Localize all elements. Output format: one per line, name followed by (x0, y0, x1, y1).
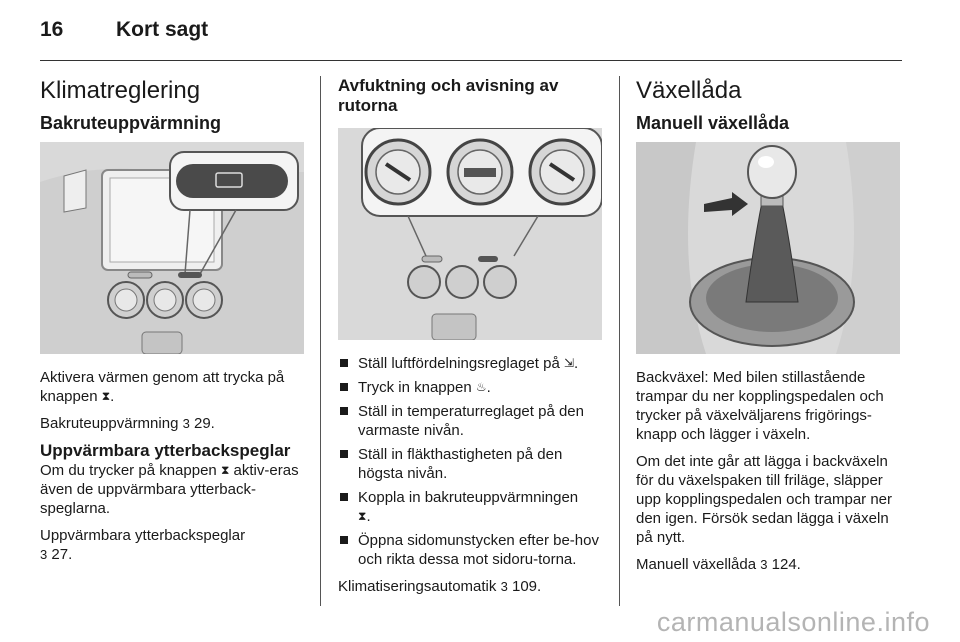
illustration-climate-knobs (338, 128, 602, 340)
paragraph-ref-auto-climate: Klimatiseringsautomatik 3 109. (338, 578, 542, 595)
column-climate (40, 76, 304, 572)
paragraph-ref-mirrors: Uppvärmbara ytterbackspeglar 3 27. (40, 527, 246, 563)
column-divider-2 (619, 76, 620, 606)
subheading-manual-gearbox: Manuell växellåda (636, 113, 790, 133)
page-ref-arrow-icon: 3 (760, 557, 768, 572)
running-title: Kort sagt (116, 18, 209, 41)
illustration-dashboard (40, 142, 304, 354)
page-ref-arrow-icon: 3 (500, 579, 508, 594)
list-item: Koppla in bakruteuppvärmningen ⧗. (338, 488, 602, 526)
paragraph-reverse-retry: Om det inte går att lägga i backväxeln för du växelspaken till friläge, släpper upp kopplingspedalen och trampar ner den igen. Försök sedan lägga i växeln på nytt. (636, 453, 893, 546)
section-heading-transmission: Växellåda (636, 77, 742, 104)
front-defrost-icon: ♨ (475, 380, 487, 394)
page-number: 16 (40, 18, 64, 41)
figure-gear-lever (636, 142, 900, 354)
section-heading-climate: Klimatreglering (40, 77, 201, 104)
page-ref-link[interactable]: 29. (194, 415, 215, 432)
list-item: Tryck in knappen ♨. (338, 378, 602, 397)
paragraph-mirrors: Om du trycker på knappen ⧗ aktiv-eras även de uppvärmbara ytterback-speglarna. (40, 462, 299, 517)
column-divider-1 (320, 76, 321, 606)
page-ref-link[interactable]: 27. (51, 546, 73, 563)
page-ref-link[interactable]: 124. (771, 556, 801, 573)
watermark: carmanualsonline.info (656, 607, 930, 637)
windshield-airflow-icon: ⇲ (563, 356, 575, 370)
paragraph-ref-rear-heating: Bakruteuppvärmning 3 29. (40, 415, 215, 432)
header-divider (40, 60, 902, 61)
page-ref-arrow-icon: 3 (182, 416, 190, 431)
page-ref-link[interactable]: 109. (511, 578, 542, 595)
page-header (40, 18, 208, 48)
illustration-gear-lever (636, 142, 900, 354)
defog-steps-list (338, 354, 602, 569)
list-item: Ställ in temperaturreglaget på den varmaste nivån. (338, 402, 602, 440)
subheading-heated-mirrors: Uppvärmbara ytterbackspeglar (40, 441, 291, 460)
column-defog (338, 76, 602, 604)
figure-climate-controls (338, 128, 602, 340)
figure-rear-defrost-button (40, 142, 304, 354)
rear-defrost-icon: ⧗ (220, 463, 230, 477)
page-ref-arrow-icon: 3 (40, 547, 48, 562)
subheading-rear-window-heating: Bakruteuppvärmning (40, 113, 222, 133)
list-item: Ställ luftfördelningsreglaget på ⇲. (338, 354, 602, 373)
column-transmission (636, 76, 902, 582)
list-item: Öppna sidomunstycken efter be-hov och rikta dessa mot sidoru-torna. (338, 531, 602, 569)
list-item: Ställ in fläkthastigheten på den högsta nivån. (338, 445, 602, 483)
paragraph-ref-manual-gearbox: Manuell växellåda 3 124. (636, 556, 801, 573)
rear-defrost-icon: ⧗ (101, 389, 111, 403)
paragraph-activate-heating: Aktivera värmen genom att trycka på knappen ⧗. (40, 369, 285, 405)
section-heading-defog: Avfuktning och avisning av rutorna (338, 76, 559, 115)
paragraph-reverse-gear: Backväxel: Med bilen stillastående trampar du ner kopplingspedalen och trycker på växelväljarens frigörings-knapp och lägger i växeln. (636, 369, 884, 443)
rear-defrost-icon: ⧗ (358, 509, 367, 523)
